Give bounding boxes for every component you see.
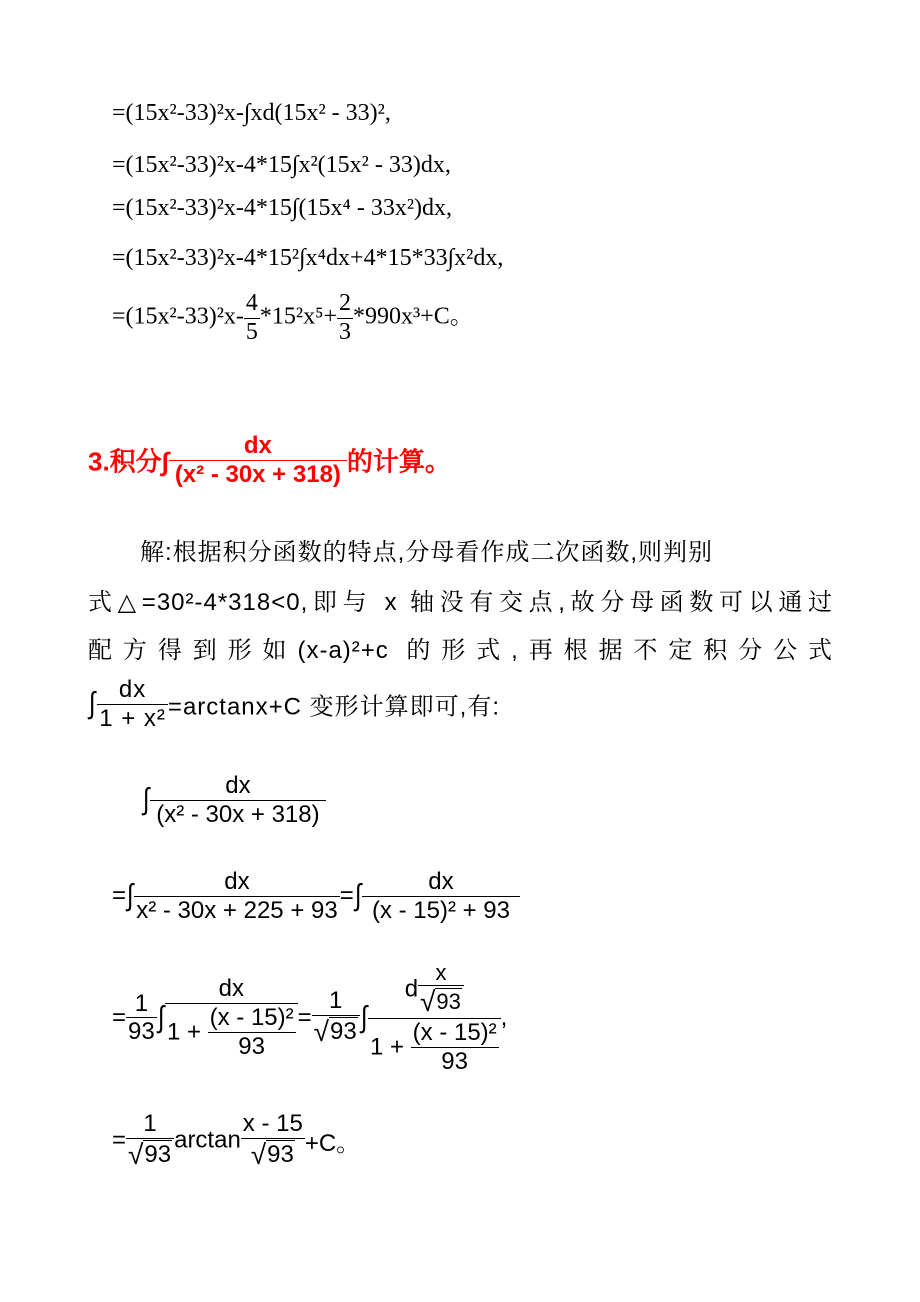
result-line [112,290,474,346]
paragraph-line-1: 解:根据积分函数的特点,分母看作成二次函数,则判别 [140,539,714,566]
paragraph-line-4 [88,676,500,732]
formula-fraction [97,676,168,732]
derivation-line-2: =(15x²-33)²x-4*15∫x²(15x² - 33)dx, [112,152,451,178]
formula-tail: =arctanx+C 变形计算即可,有: [167,693,500,721]
fraction-4-5 [244,290,260,346]
denominator: (x - 15)² + 93 [371,896,510,924]
integrand-fraction [150,772,325,828]
derivation-line-4: =(15x²-33)²x-4*15²∫x⁴dx+4*15*33∫x²dx, [112,245,504,271]
sqrt-93: √93 [128,1138,172,1170]
integral-sign: ∫ [360,1000,368,1034]
solution-step-0 [142,772,326,828]
inner-denominator: 93 [441,1048,468,1076]
denominator [126,1139,174,1171]
denominator: 93 [128,1018,155,1046]
fraction-denominator: 5 [245,318,258,345]
fraction-2-3 [337,290,353,346]
denominator: (x² - 30x + 318) [156,800,320,828]
numerator: dx [134,868,339,897]
sqrt-93: √93 [313,1016,357,1048]
inner-numerator: (x - 15)² [209,1004,294,1032]
coefficient-fraction [126,990,157,1046]
numerator: 1 [126,990,157,1019]
integral-sign: ∫ [142,783,150,817]
inner-numerator: (x - 15)² [412,1019,497,1047]
heading-numerator: dx [169,432,347,461]
integrand-fraction-b [362,868,520,924]
result-part-1: =(15x²-33)²x- [112,303,244,330]
coefficient-fraction-sqrt [126,1110,174,1171]
numerator: dx [165,975,298,1004]
fraction-numerator: 2 [337,290,353,319]
numerator: d $\frac{x}{√93}$ [368,960,501,1019]
denominator: x² - 30x + 225 + 93 [136,896,338,924]
fraction-denominator: 3 [339,318,352,345]
denominator: 1 + $\frac{\text{(x - 15)²}}{93}$ [369,1019,497,1076]
solution-step-3: = $\frac{1}{√93}$ arctan $\frac{x - 15}{√93}$ +C。 [112,1110,361,1170]
integrand-fraction-b [368,960,501,1076]
solution-step-2: = $\frac{1}{93}$ ∫ dx 1 + $\frac{\text{(x - 15)²}}{93}$ = $\frac{1}{√93}$ ∫ d $\frac{x}{√93}$ 1 + $\frac{\text{(x - 15)²}}{93}$ , [112,960,508,1076]
paragraph-line-2: 式△=30²-4*318<0,即与 x 轴没有交点,故分母函数可以通过 [88,589,833,616]
derivation-line-3: =(15x²-33)²x-4*15∫(15x⁴ - 33x²)dx, [112,195,453,221]
arctan-argument-fraction [241,1110,305,1171]
numerator: 1 [312,987,360,1016]
numerator: x - 15 [242,1110,303,1137]
numerator: dx [362,868,520,897]
integrand-fraction-a [165,975,298,1060]
heading-prefix: 3.积分∫ [88,446,169,477]
integral-sign: ∫ [157,1000,165,1034]
integral-sign: ∫ [126,879,134,913]
denominator [241,1139,305,1171]
paragraph-line-3: 配方得到形如(x-a)²+c 的形式,再根据不定积分公式 [88,637,833,664]
solution-step-1: =∫ $\frac{dx}{\text{x² - 30x + 225 + 93}}$ =∫ $\frac{dx}{\text{(x - 15)² + 93}}$ [112,868,520,924]
numerator: dx [150,772,325,801]
integral-sign: ∫ [354,879,362,913]
result-part-3: *990x³+C。 [353,303,474,330]
coefficient-fraction-sqrt [312,987,360,1048]
result-part-2: *15²x⁵+ [259,303,338,330]
integrand-fraction-a [134,868,339,924]
formula-denominator: 1 + x² [99,704,166,732]
denominator [312,1016,360,1048]
numerator: 1 [126,1110,174,1139]
denominator: 1 + $\frac{\text{(x - 15)²}}{93}$ [166,1004,294,1060]
section-heading [88,432,451,488]
derivation-line-1: =(15x²-33)²x-∫xd(15x² - 33)², [112,100,391,126]
heading-suffix: 的计算。 [346,446,451,477]
heading-denominator: (x² - 30x + 318) [174,460,341,488]
heading-fraction [169,432,347,488]
sqrt-93: √93 [250,1138,294,1170]
formula-numerator: dx [97,676,168,705]
fraction-numerator: 4 [244,290,260,319]
integral-sign: ∫ [88,687,97,721]
inner-denominator: 93 [238,1032,265,1060]
